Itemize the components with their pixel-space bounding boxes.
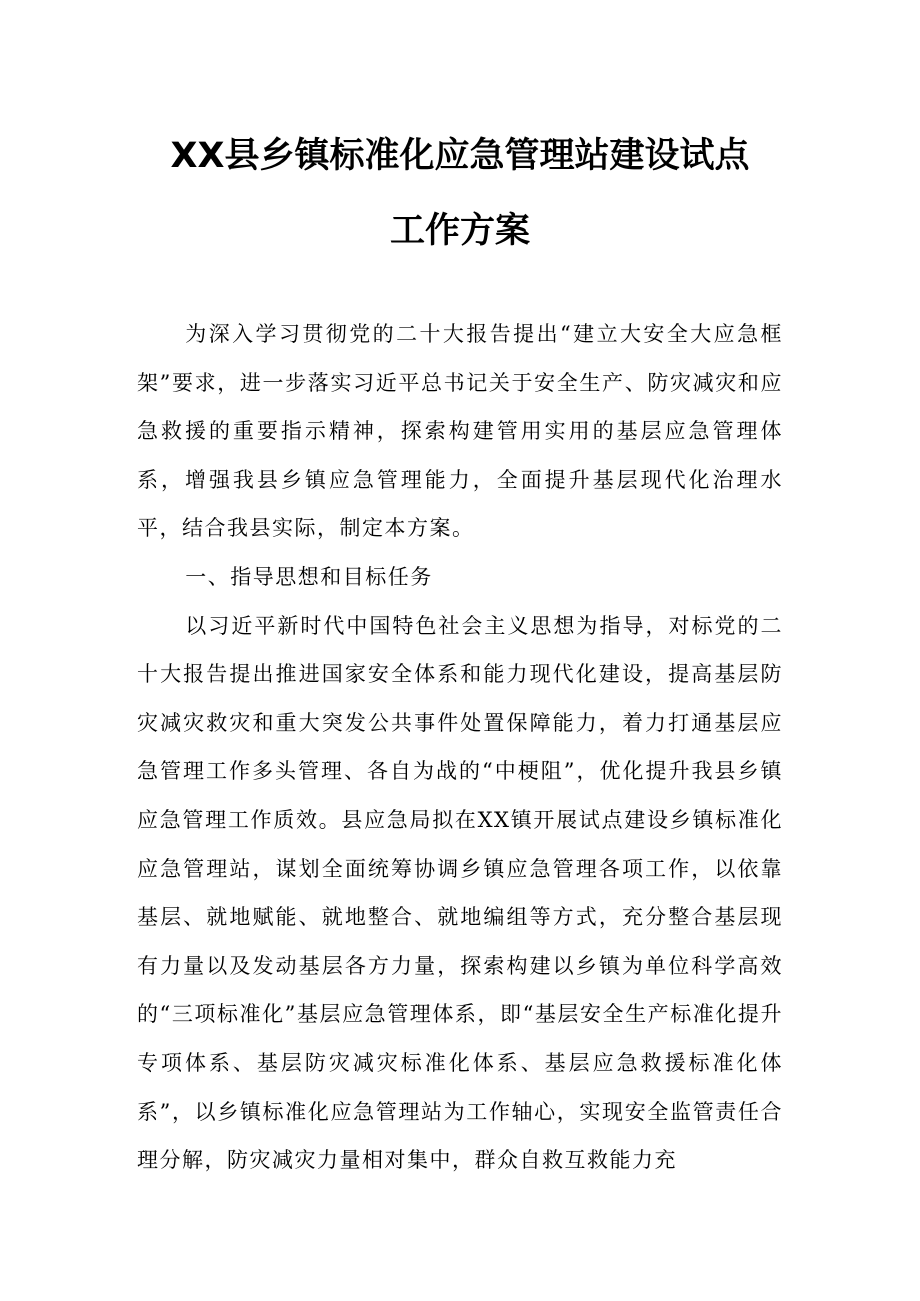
document-body	[137, 310, 783, 1185]
intro-paragraph: 为深入学习贯彻党的二十大报告提出“建立大安全大应急框架”要求，进一步落实习近平总书记关于安全生产、防灾减灾和应急救援的重要指示精神，探索构建管用实用的基层应急管理体系，增强我县乡镇应急管理能力，全面提升基层现代化治理水平，结合我县实际，制定本方案。	[137, 322, 783, 541]
document-title-line-2: 工作方案	[389, 211, 530, 251]
guiding-ideology-paragraph: 以习近平新时代中国特色社会主义思想为指导，对标党的二十大报告提出推进国家安全体系和能力现代化建设，提高基层防灾减灾救灾和重大突发公共事件处置保障能力，着力打通基层应急管理工作多头管理、各自为战的“中梗阻”，优化提升我县乡镇应急管理工作质效。县应急局拟在XX镇开展试点建设乡镇标准化应急管理站，谋划全面统筹协调乡镇应急管理各项工作，以依靠基层、就地赋能、就地整合、就地编组等方式，充分整合基层现有力量以及发动基层各方力量，探索构建以乡镇为单位科学高效的“三项标准化”基层应急管理体系，即“基层安全生产标准化提升专项体系、基层防灾减灾标准化体系、基层应急救援标准化体系”，以乡镇标准化应急管理站为工作轴心，实现安全监管责任合理分解，防灾减灾力量相对集中，群众自救互救能力充	[137, 613, 783, 1173]
section-heading-guiding-ideology: 一、指导思想和目标任务	[185, 564, 433, 589]
document-title-line-1: XX县乡镇标准化应急管理站建设试点	[170, 136, 750, 176]
